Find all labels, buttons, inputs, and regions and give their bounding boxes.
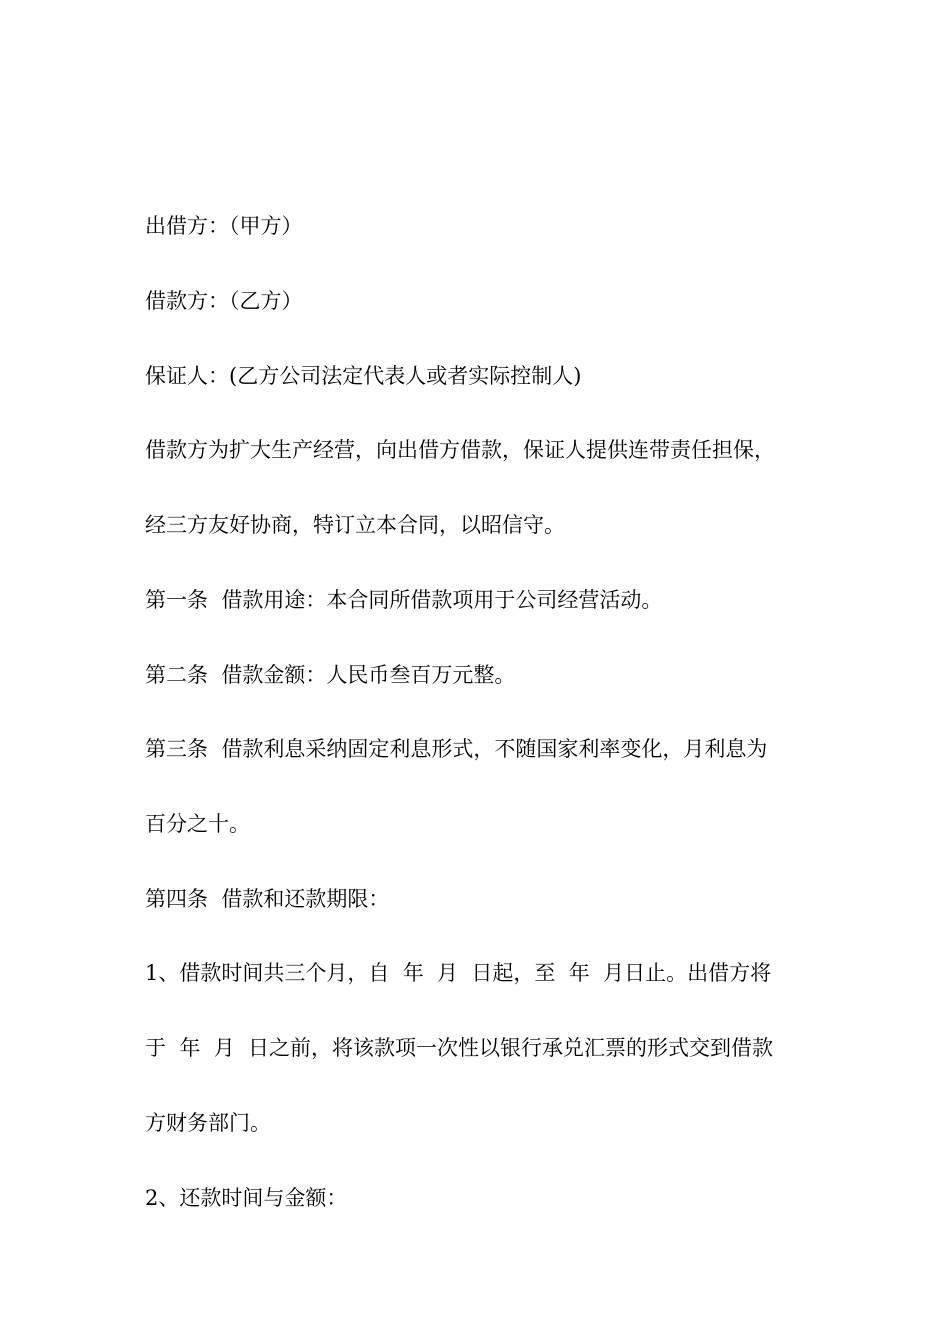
article-4-heading: 第四条 借款和还款期限： [145,887,390,911]
article-2-line: 第二条 借款金额：人民币叁百万元整。 [145,663,516,687]
article-3-line-1: 第三条 借款利息采纳固定利息形式，不随国家利率变化，月利息为 [145,737,768,761]
clause-1-line-2: 于 年 月 日之前，将该款项一次性以银行承兑汇票的形式交到借款 [145,1036,774,1060]
article-3-line-2: 百分之十。 [145,812,250,836]
guarantor-line: 保证人：(乙方公司法定代表人或者实际控制人) [145,364,582,388]
borrower-line: 借款方：（乙方） [145,289,303,313]
preamble-line-1: 借款方为扩大生产经营，向出借方借款，保证人提供连带责任担保， [145,438,775,462]
clause-2-line: 2、还款时间与金额： [145,1186,348,1210]
clause-1-line-3: 方财务部门。 [145,1111,271,1135]
article-1-line: 第一条 借款用途：本合同所借款项用于公司经营活动。 [145,588,663,612]
preamble-line-2: 经三方友好协商，特订立本合同，以昭信守。 [145,513,565,537]
clause-1-line-1: 1、借款时间共三个月，自 年 月 日起，至 年 月日止。出借方将 [145,961,772,985]
lender-line: 出借方：（甲方） [145,214,303,238]
